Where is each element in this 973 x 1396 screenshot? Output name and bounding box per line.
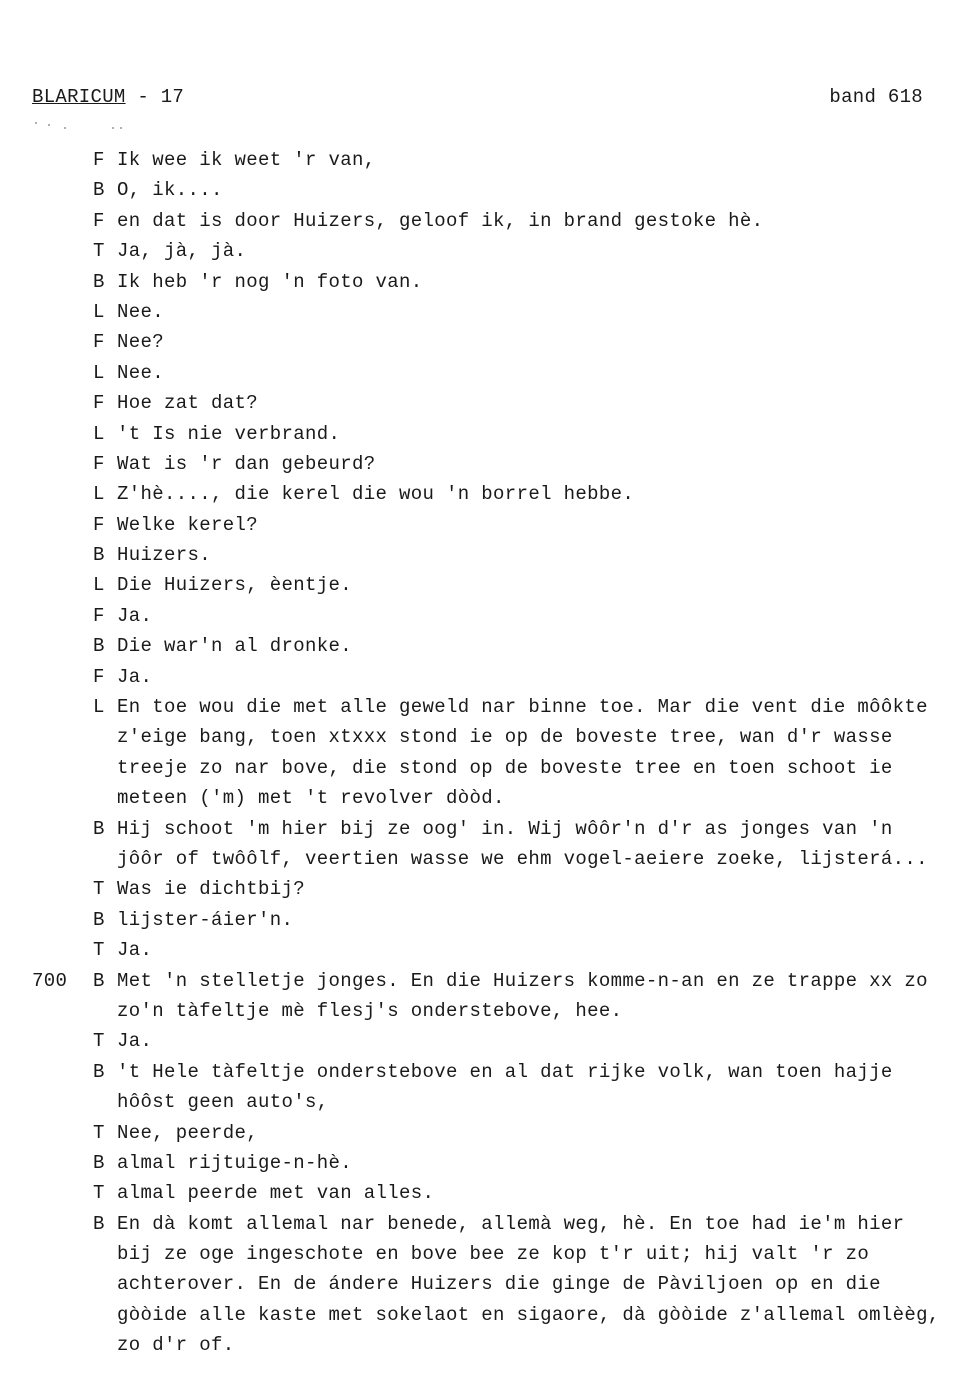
transcript-line [0,814,973,844]
transcript-line [0,1087,973,1117]
utterance-text: Wat is 'r dan gebeurd? [117,452,376,475]
transcript-line [0,1148,973,1178]
speaker-label: T [93,1030,105,1053]
speaker-label: B [93,817,105,840]
transcript-line [0,1269,973,1299]
speck [35,122,37,124]
transcript-line [0,388,973,418]
speaker-label: F [93,392,105,415]
utterance-text: Nee? [117,331,165,354]
speaker-label: B [93,969,105,992]
transcript-line [0,1330,973,1360]
speaker-label: T [93,240,105,263]
tape-number: band 618 [829,86,923,108]
utterance-text: z'eige bang, toen xtxxx stond ie op de boveste tree, wan d'r wasse [117,726,893,749]
speck [64,127,66,129]
speaker-label: T [93,878,105,901]
utterance-text: hôôst geen auto's, [117,1091,329,1114]
page-header-left [32,86,184,108]
transcript-line [0,844,973,874]
transcript-line [0,631,973,661]
utterance-text: Nee, peerde, [117,1121,259,1144]
transcript-line [0,753,973,783]
utterance-text: Ik wee ik weet 'r van, [117,149,376,171]
transcript-line [0,570,973,600]
transcript [0,145,973,1361]
transcript-line [0,662,973,692]
speaker-label: F [93,149,105,171]
utterance-text: jôôr of twôôlf, veertien wasse we ehm vogel-aeiere zoeke, lijsterá... [117,847,928,870]
transcript-line [0,1178,973,1208]
transcript-line [0,419,973,449]
speck [48,124,50,126]
utterance-text: 't Hele tàfeltje onderstebove en al dat rijke volk, wan toen hajje [117,1060,893,1083]
speaker-label: L [93,300,105,323]
speaker-label: F [93,209,105,232]
speaker-label: F [93,331,105,354]
utterance-text: En toe wou die met alle geweld nar binne toe. Mar die vent die môôkte [117,696,928,719]
utterance-text: Nee. [117,361,165,384]
speaker-label: B [93,1151,105,1174]
utterance-text: Met 'n stelletje jonges. En die Huizers komme-n-an en ze trappe xx zo [117,969,928,992]
utterance-text: meteen ('m) met 't revolver dòòd. [117,787,505,810]
speaker-label: B [93,1060,105,1083]
transcript-line [0,783,973,813]
transcript-line [0,722,973,752]
utterance-text: Hoe zat dat? [117,392,259,415]
utterance-text: En dà komt allemal nar benede, allemà weg, hè. En toe had ie'm hier [117,1212,905,1235]
speaker-label: T [93,1182,105,1205]
transcript-line [0,1057,973,1087]
utterance-text: Ik heb 'r nog 'n foto van. [117,270,423,293]
speaker-label: B [93,270,105,293]
utterance-text: Ja. [117,604,153,627]
speaker-label: L [93,361,105,384]
speaker-label: B [93,544,105,567]
utterance-text: gòòide alle kaste met sokelaot en sigaore, dà gòòide z'allemal omlèèg, [117,1303,940,1326]
utterance-text: achterover. En de ándere Huizers die ginge de Pàviljoen op en die [117,1273,881,1296]
utterance-text: zo'n tàfeltje mè flesj's onderstebove, hee. [117,999,623,1022]
transcript-line [0,175,973,205]
transcript-line [0,236,973,266]
speaker-label: B [93,1212,105,1235]
speaker-label: L [93,696,105,719]
utterance-text: Ja, jà, jà. [117,240,247,263]
utterance-text: Die Huizers, èentje. [117,574,353,597]
transcript-line [0,1026,973,1056]
utterance-text: en dat is door Huizers, geloof ik, in brand gestoke hè. [117,209,764,232]
utterance-text: 't Is nie verbrand. [117,422,341,445]
speaker-label: L [93,483,105,506]
utterance-text: almal rijtuige-n-hè. [117,1151,353,1174]
place-name: BLARICUM [32,86,126,108]
transcript-line [0,874,973,904]
transcript-line [0,1209,973,1239]
page-number: 17 [160,86,185,108]
transcript-line [0,966,973,996]
utterance-text: Welke kerel? [117,513,259,536]
speaker-label: F [93,665,105,688]
utterance-text: treeje zo nar bove, die stond op de boveste tree en toen schoot ie [117,756,893,779]
utterance-text: Was ie dichtbij? [117,878,306,901]
speaker-label: L [93,422,105,445]
utterance-text: almal peerde met van alles. [117,1182,435,1205]
utterance-text: Huizers. [117,544,212,567]
transcript-line [0,510,973,540]
transcript-line [0,358,973,388]
transcript-line [0,996,973,1026]
utterance-text: O, ik.... [117,179,223,202]
utterance-text: Ja. [117,1030,153,1053]
header-separator: - [125,86,161,108]
transcript-line [0,206,973,236]
transcript-line [0,145,973,175]
utterance-text: Nee. [117,300,165,323]
speaker-label: F [93,604,105,627]
speaker-label: F [93,513,105,536]
transcript-line [0,601,973,631]
transcript-line [0,327,973,357]
transcript-line [0,692,973,722]
speaker-label: B [93,179,105,202]
transcript-line [0,267,973,297]
utterance-text: Z'hè...., die kerel die wou 'n borrel hebbe. [117,483,635,506]
utterance-text: zo d'r of. [117,1334,235,1357]
line-number: 700 [32,969,68,992]
transcript-line [0,1239,973,1269]
utterance-text: lijster-áier'n. [117,908,294,931]
speaker-label: T [93,939,105,962]
speck [120,127,122,129]
utterance-text: Die war'n al dronke. [117,635,353,658]
transcript-line [0,479,973,509]
utterance-text: Ja. [117,665,153,688]
speaker-label: B [93,908,105,931]
transcript-line [0,540,973,570]
speck [112,127,114,129]
speaker-label: T [93,1121,105,1144]
transcript-line [0,1118,973,1148]
speaker-label: L [93,574,105,597]
transcript-line [0,297,973,327]
utterance-text: Hij schoot 'm hier bij ze oog' in. Wij wôôr'n d'r as jonges van 'n [117,817,893,840]
utterance-text: bij ze oge ingeschote en bove bee ze kop t'r uit; hij valt 'r zo [117,1243,870,1266]
transcript-line [0,1300,973,1330]
speaker-label: B [93,635,105,658]
transcript-line [0,905,973,935]
transcript-line [0,449,973,479]
transcript-line [0,935,973,965]
utterance-text: Ja. [117,939,153,962]
speaker-label: F [93,452,105,475]
